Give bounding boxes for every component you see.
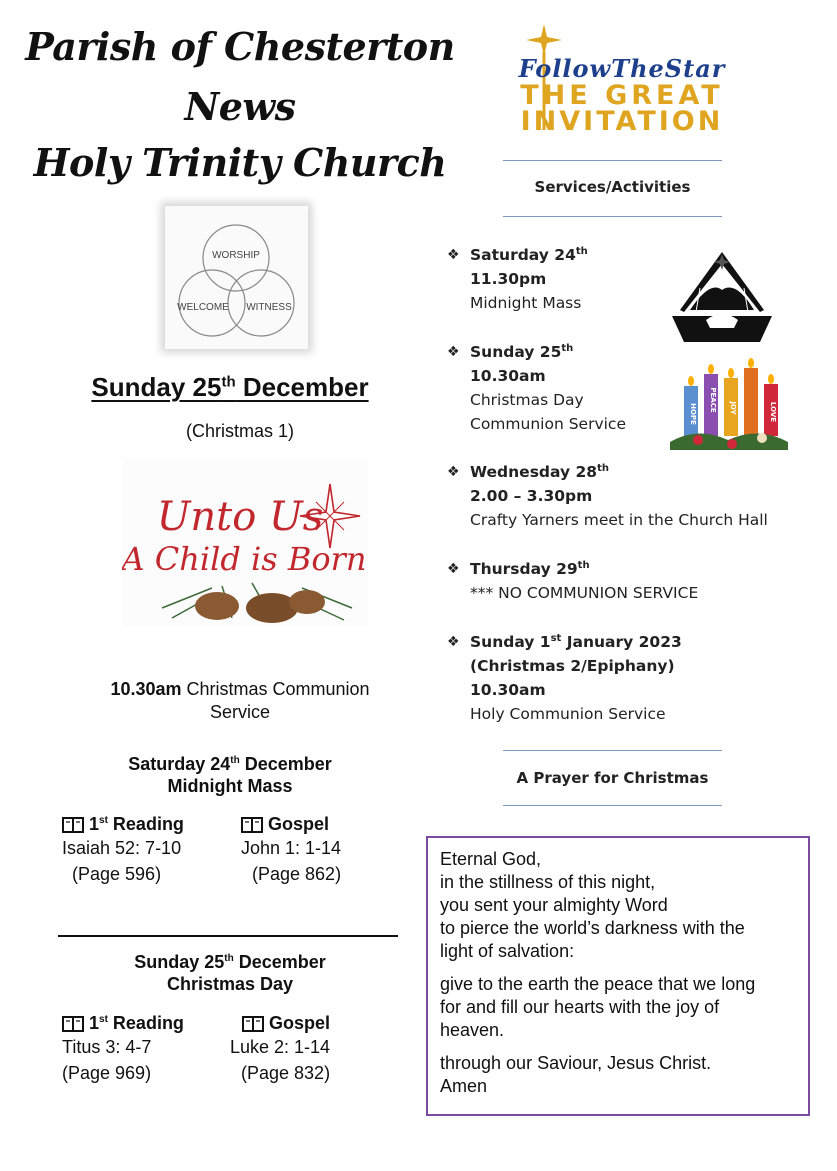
gospel-2: Gospel Luke 2: 1-14 (Page 832) [230, 1013, 331, 1083]
church-name: Holy Trinity Church [33, 140, 447, 185]
advent-candles-icon [668, 356, 790, 454]
rule [503, 216, 722, 217]
rule [503, 160, 722, 161]
venn-logo [165, 206, 308, 349]
logo-line1: FollowTheStar [518, 54, 726, 83]
nativity-icon [670, 250, 774, 342]
services-title: Services/Activities [534, 178, 691, 196]
main-service-time: 10.30am Christmas Communion Service [110, 679, 370, 722]
candle-joy: JOY [729, 401, 737, 415]
reading-heading-2: Sunday 25th December Christmas Day [134, 952, 326, 994]
child-born-text: A Child is Born [122, 540, 367, 578]
prayer-paragraph-1: Eternal God, in the stillness of this night, you sent your almighty Word to pierce the world’s darkness with the light of salvation: [440, 849, 745, 961]
venn-witness: WITNESS [246, 302, 292, 313]
logo-line3: INVITATION [520, 106, 724, 136]
venn-welcome: WELCOME [177, 302, 229, 313]
prayer-box [426, 836, 810, 1116]
newsletter-subtitle: News [184, 84, 296, 129]
diamond-bullet-icon: ❖ [447, 464, 460, 480]
section-divider [58, 935, 398, 937]
diamond-bullet-icon: ❖ [447, 634, 460, 650]
prayer-title: A Prayer for Christmas [516, 769, 709, 787]
rule [503, 805, 722, 806]
venn-worship: WORSHIP [212, 250, 260, 261]
event-1: ❖ Saturday 24th 11.30pm Midnight Mass [447, 243, 588, 315]
first-reading-1: 1st Reading Isaiah 52: 7-10 (Page 596) [62, 814, 184, 884]
event-4: ❖ Thursday 29th *** NO COMMUNION SERVICE [447, 557, 698, 605]
unto-us-text: Unto Us [156, 494, 324, 540]
prayer-paragraph-2: give to the earth the peace that we long for and fill our hearts with the joy of heaven. [440, 974, 756, 1040]
reading-heading-1: Saturday 24th December Midnight Mass [128, 754, 332, 796]
prayer-paragraph-3: through our Saviour, Jesus Christ. Amen [440, 1053, 712, 1096]
newsletter-title: Parish of Chesterton [25, 24, 455, 69]
star-icon [526, 24, 562, 56]
book-icon [242, 1015, 264, 1033]
follow-the-star-logo [482, 22, 762, 136]
event-3: ❖ Wednesday 28th 2.00 – 3.30pm Crafty Yarners meet in the Church Hall [447, 460, 768, 532]
main-service-subtitle: (Christmas 1) [185, 421, 294, 441]
diamond-bullet-icon: ❖ [447, 344, 460, 360]
logo-line2: THE GREAT [520, 80, 724, 111]
book-icon [62, 816, 84, 834]
gospel-1: Gospel John 1: 1-14 (Page 862) [241, 814, 342, 884]
candle-hope: HOPE [689, 403, 697, 425]
book-icon [62, 1015, 84, 1033]
candle-love: LOVE [769, 401, 777, 423]
rule [503, 750, 722, 751]
diamond-bullet-icon: ❖ [447, 561, 460, 577]
unto-us-image [122, 458, 368, 626]
event-2: ❖ Sunday 25th 10.30am Christmas Day Communion Service [447, 340, 626, 436]
event-5: ❖ Sunday 1st January 2023 (Christmas 2/Epiphany) 10.30am Holy Communion Service [447, 630, 682, 726]
main-service-heading: Sunday 25th December [91, 372, 369, 402]
diamond-bullet-icon: ❖ [447, 247, 460, 263]
book-icon [241, 816, 263, 834]
candle-peace: PEACE [709, 387, 717, 413]
first-reading-2: 1st Reading Titus 3: 4-7 (Page 969) [62, 1013, 184, 1083]
